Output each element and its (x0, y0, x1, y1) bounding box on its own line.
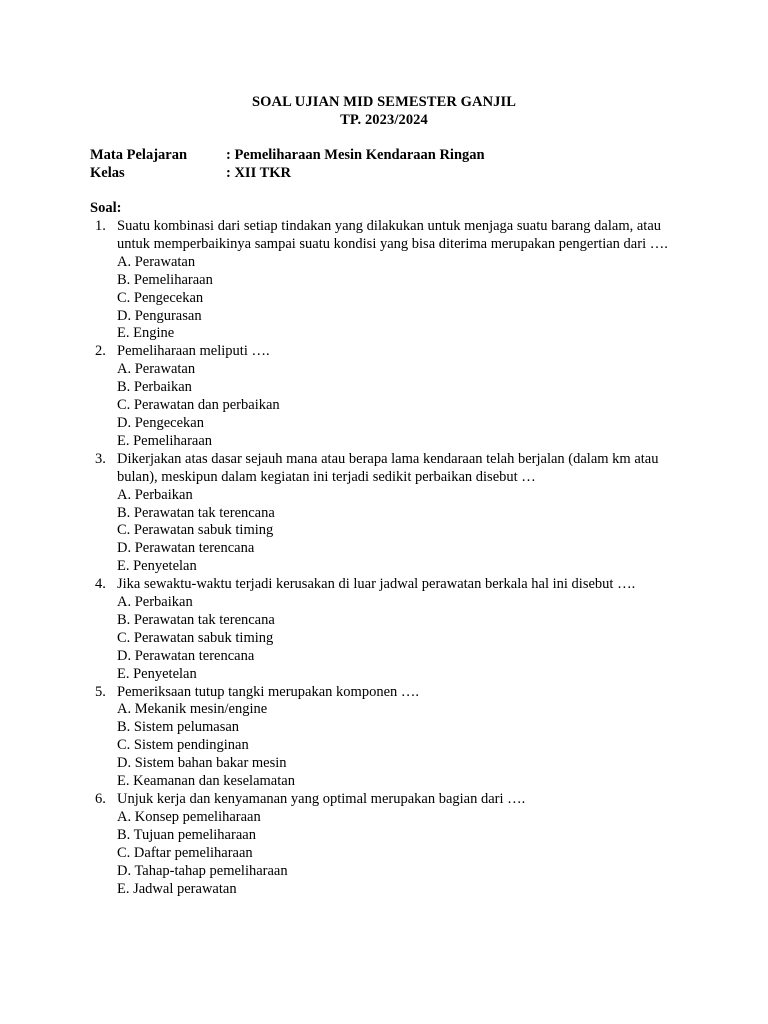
option-e: E. Keamanan dan keselamatan (117, 773, 295, 790)
option-b: B. Perawatan tak terencana (117, 504, 275, 521)
exam-year: TP. 2023/2024 (340, 112, 428, 128)
question-3 (90, 451, 690, 576)
question-number: 2. (95, 343, 106, 360)
question-4 (90, 576, 690, 683)
option-c: C. Perawatan dan perbaikan (117, 397, 280, 414)
option-e: E. Penyetelan (117, 665, 197, 682)
question-5 (90, 684, 690, 791)
question-text: Suatu kombinasi dari setiap tindakan yang dilakukan untuk menjaga suatu barang dalam, atau untuk memperbaikinya sampai suatu kondisi yang bisa diterima merupakan pengertian dari …. (117, 218, 668, 252)
option-list (117, 809, 690, 899)
class-value: : XII TKR (226, 165, 291, 181)
option-list (117, 701, 690, 791)
question-6 (90, 791, 690, 898)
question-number: 4. (95, 576, 106, 593)
class-row (90, 165, 485, 183)
option-c: C. Daftar pemeliharaan (117, 844, 253, 861)
option-b: B. Sistem pelumasan (117, 719, 240, 736)
question-2 (90, 343, 690, 450)
option-e: E. Penyetelan (117, 558, 197, 575)
question-number: 3. (95, 450, 106, 467)
option-c: C. Perawatan sabuk timing (117, 522, 274, 539)
subject-row (90, 147, 485, 165)
question-number: 5. (95, 683, 106, 700)
subject-value: : Pemeliharaan Mesin Kendaraan Ringan (226, 147, 485, 163)
question-text: Pemeriksaan tutup tangki merupakan komponen …. (117, 683, 420, 700)
option-list (117, 361, 690, 451)
option-list (117, 254, 690, 344)
option-e: E. Engine (117, 325, 175, 342)
question-text: Pemeliharaan meliputi …. (117, 343, 270, 360)
option-a: A. Perbaikan (117, 486, 193, 503)
option-b: B. Perawatan tak terencana (117, 611, 275, 628)
option-c: C. Sistem pendinginan (117, 737, 249, 754)
option-b: B. Pemeliharaan (117, 271, 213, 288)
question-1 (90, 218, 690, 343)
option-a: A. Mekanik mesin/engine (117, 701, 268, 718)
option-c: C. Pengecekan (117, 289, 204, 306)
exam-meta (90, 147, 485, 183)
exam-title: SOAL UJIAN MID SEMESTER GANJIL (251, 94, 517, 110)
question-list (90, 218, 690, 898)
option-a: A. Konsep pemeliharaan (117, 808, 261, 825)
question-text: Jika sewaktu-waktu terjadi kerusakan di luar jadwal perawatan berkala hal ini disebut …. (117, 576, 636, 593)
option-a: A. Perbaikan (117, 594, 193, 611)
option-d: D. Pengurasan (117, 307, 202, 324)
question-text: Unjuk kerja dan kenyamanan yang optimal merupakan bagian dari …. (117, 791, 526, 807)
option-d: D. Perawatan terencana (117, 540, 255, 557)
question-number: 1. (95, 218, 106, 234)
option-e: E. Jadwal perawatan (117, 880, 237, 897)
class-label: Kelas (90, 165, 125, 181)
option-d: D. Perawatan terencana (117, 647, 255, 664)
question-number: 6. (95, 791, 106, 807)
option-a: A. Perawatan (117, 253, 196, 270)
option-a: A. Perawatan (117, 361, 196, 378)
option-c: C. Perawatan sabuk timing (117, 629, 274, 646)
option-b: B. Tujuan pemeliharaan (117, 826, 256, 843)
option-list (117, 594, 690, 684)
option-b: B. Perbaikan (117, 379, 192, 396)
option-d: D. Tahap-tahap pemeliharaan (117, 862, 288, 879)
option-d: D. Sistem bahan bakar mesin (117, 755, 287, 772)
subject-label: Mata Pelajaran (90, 147, 188, 163)
option-list (117, 487, 690, 577)
option-e: E. Pemeliharaan (117, 432, 213, 449)
question-text: Dikerjakan atas dasar sejauh mana atau berapa lama kendaraan telah berjalan (dalam km atau bulan), meskipun dalam kegiatan ini terjadi sedikit perbaikan disebut … (117, 450, 659, 485)
option-d: D. Pengecekan (117, 414, 204, 431)
questions-heading: Soal: (90, 200, 122, 216)
